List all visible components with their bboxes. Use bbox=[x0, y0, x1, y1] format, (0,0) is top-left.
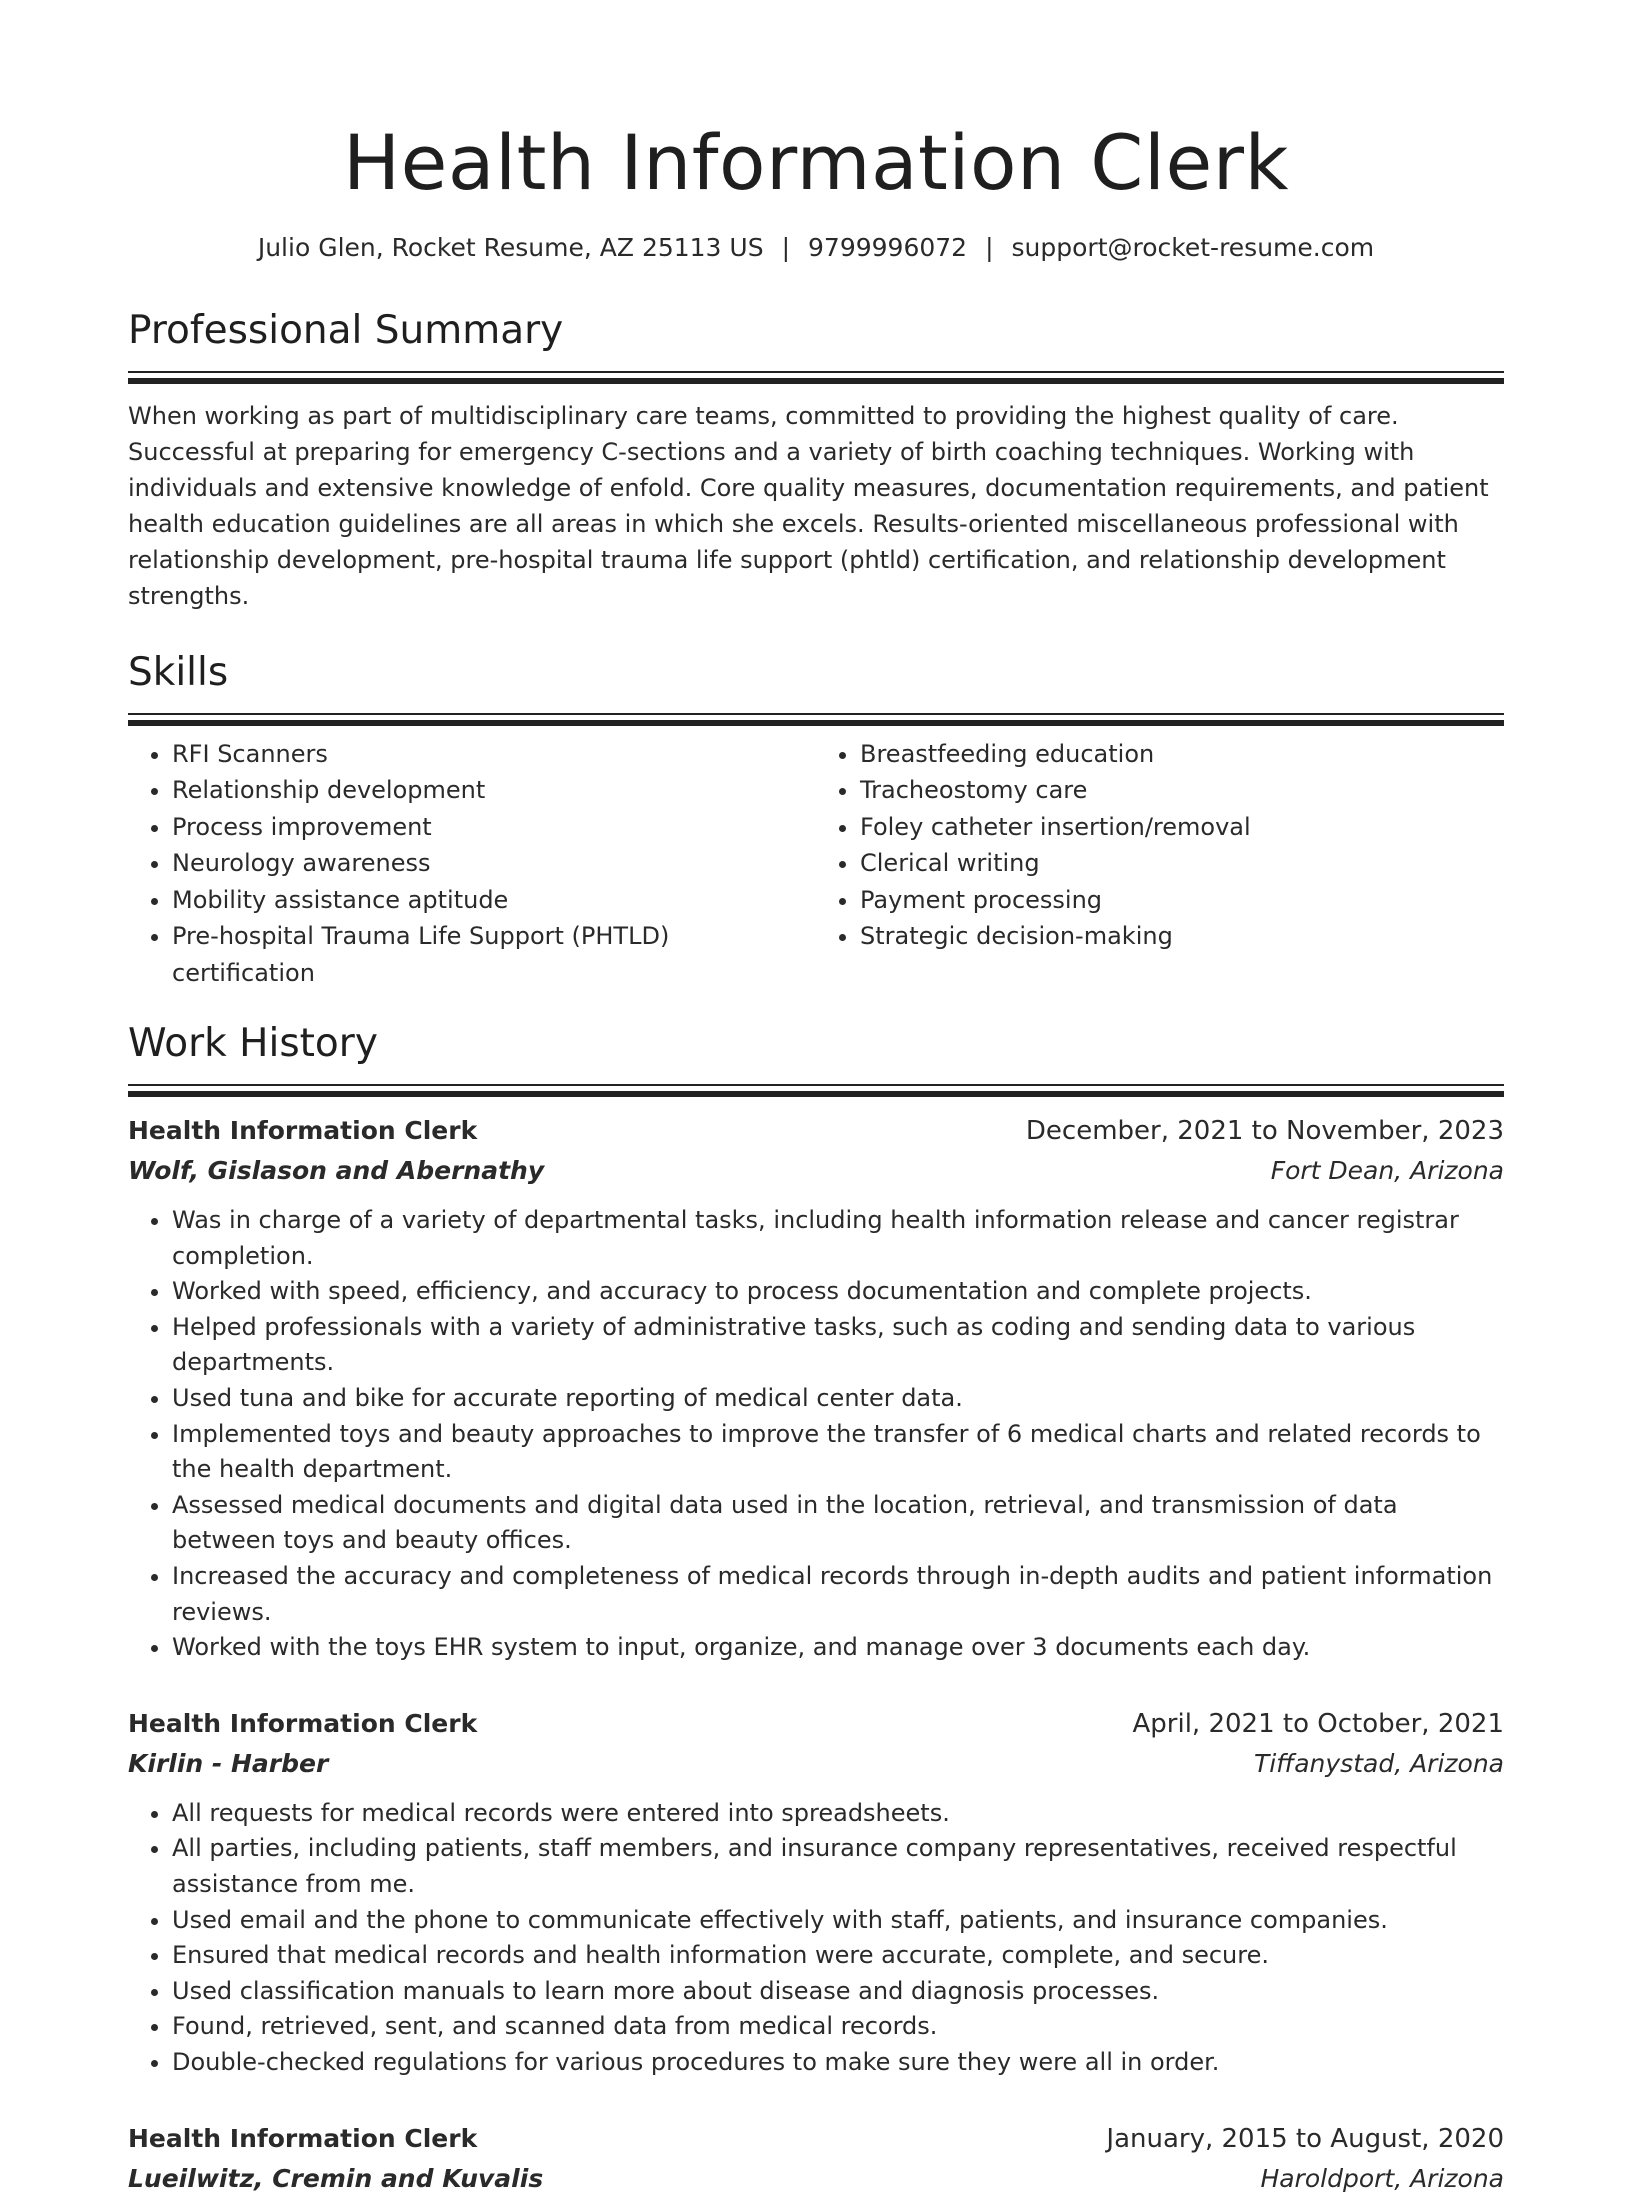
skill-item: • Mobility assistance aptitude bbox=[172, 882, 816, 919]
contact-line bbox=[128, 232, 1504, 265]
duty-item: • Used email and the phone to communicate effectively with staff, patients, and insurance companies. bbox=[172, 1903, 1504, 1939]
job-location: Haroldport, Arizona bbox=[1260, 2163, 1504, 2193]
job-subheader bbox=[128, 2159, 1504, 2199]
section-heading-work: Work History bbox=[128, 1021, 378, 1067]
contact-separator: | bbox=[781, 232, 791, 262]
section-heading-skills: Skills bbox=[128, 649, 229, 695]
job-title: Health Information Clerk bbox=[128, 1708, 478, 1738]
job-company: Wolf, Gislason and Abernathy bbox=[128, 1156, 545, 1186]
duty-item: • All requests for medical records were entered into spreadsheets. bbox=[172, 1796, 1504, 1832]
duty-item: • Was in charge of a variety of departmental tasks, including health information release and cancer registrar completion. bbox=[172, 1203, 1504, 1274]
skill-item: • Pre-hospital Trauma Life Support (PHTLD) certification bbox=[172, 918, 816, 991]
skills-list-left bbox=[128, 736, 816, 992]
duty-item: • Worked with the toys EHR system to input, organize, and manage over 3 documents each day. bbox=[172, 1630, 1504, 1666]
contact-email: support@rocket-resume.com bbox=[1011, 232, 1375, 262]
skill-item: • Breastfeeding education bbox=[860, 736, 1504, 773]
duty-item: • Double-checked regulations for various procedures to make sure they were all in order. bbox=[172, 2045, 1504, 2081]
duty-item: • All parties, including patients, staff members, and insurance company representatives, received respectful assistance from me. bbox=[172, 1831, 1504, 1902]
job-location: Fort Dean, Arizona bbox=[1270, 1156, 1504, 1186]
skills-list-right bbox=[816, 736, 1504, 992]
skill-item: • Relationship development bbox=[172, 772, 816, 809]
job-title: Health Information Clerk bbox=[128, 1116, 478, 1146]
section-heading-summary: Professional Summary bbox=[128, 308, 564, 354]
resume-page bbox=[128, 0, 1504, 2199]
section-divider bbox=[128, 1084, 1504, 1097]
job-entry bbox=[128, 1704, 1504, 2081]
job-company: Lueilwitz, Cremin and Kuvalis bbox=[128, 2163, 544, 2193]
job-dates: December, 2021 to November, 2023 bbox=[1025, 1116, 1504, 1147]
job-entry bbox=[128, 1111, 1504, 1666]
duty-item: • Implemented toys and beauty approaches to improve the transfer of 6 medical charts and related records to the health department. bbox=[172, 1417, 1504, 1488]
job-dates: April, 2021 to October, 2021 bbox=[1132, 1708, 1504, 1739]
section-divider bbox=[128, 713, 1504, 726]
job-header bbox=[128, 1111, 1504, 1151]
job-dates: January, 2015 to August, 2020 bbox=[1106, 2123, 1504, 2154]
contact-phone: 9799996072 bbox=[808, 232, 968, 262]
skill-item: • Foley catheter insertion/removal bbox=[860, 809, 1504, 846]
section-divider bbox=[128, 371, 1504, 384]
job-subheader bbox=[128, 1744, 1504, 1784]
duty-item: • Found, retrieved, sent, and scanned data from medical records. bbox=[172, 2009, 1504, 2045]
duty-item: • Ensured that medical records and health information were accurate, complete, and secure. bbox=[172, 1938, 1504, 1974]
contact-address: Julio Glen, Rocket Resume, AZ 25113 US bbox=[257, 232, 764, 262]
skill-item: • Clerical writing bbox=[860, 845, 1504, 882]
skill-item: • Strategic decision-making bbox=[860, 918, 1504, 955]
duty-item: • Used tuna and bike for accurate reporting of medical center data. bbox=[172, 1381, 1504, 1417]
job-title: Health Information Clerk bbox=[128, 2123, 478, 2153]
job-header bbox=[128, 1704, 1504, 1744]
skill-item: • Payment processing bbox=[860, 882, 1504, 919]
professional-summary-section bbox=[128, 308, 1504, 614]
duty-item: • Increased the accuracy and completeness of medical records through in-depth audits and patient information reviews. bbox=[172, 1559, 1504, 1630]
job-entry bbox=[128, 2119, 1504, 2199]
skill-item: • RFI Scanners bbox=[172, 736, 816, 773]
duty-item: • Assessed medical documents and digital data used in the location, retrieval, and transmission of data between toys and beauty offices. bbox=[172, 1488, 1504, 1559]
duty-item: • Used classification manuals to learn more about disease and diagnosis processes. bbox=[172, 1974, 1504, 2010]
skills-columns bbox=[128, 736, 1504, 992]
skills-section bbox=[128, 650, 1504, 991]
job-header bbox=[128, 2119, 1504, 2159]
work-history-section bbox=[128, 1021, 1504, 2198]
skill-item: • Process improvement bbox=[172, 809, 816, 846]
job-duties bbox=[128, 1203, 1504, 1666]
resume-title: Health Information Clerk bbox=[342, 118, 1289, 207]
summary-text: When working as part of multidisciplinary care teams, committed to providing the highest quality of care. Successful at preparing for emergency C-sections and a variety of birth coaching techniques. Working with individuals and extensive knowledge of enfold. Core quality measures, documentation requirements, and patient health education guidelines are all areas in which she excels. Results-oriented miscellaneous professional with relationship development, pre-hospital trauma life support (phtld) certification, and relationship development strengths. bbox=[128, 401, 1489, 610]
job-location: Tiffanystad, Arizona bbox=[1253, 1748, 1504, 1778]
contact-separator: | bbox=[985, 232, 994, 262]
skill-item: • Neurology awareness bbox=[172, 845, 816, 882]
job-subheader bbox=[128, 1151, 1504, 1191]
job-company: Kirlin - Harber bbox=[128, 1748, 329, 1778]
skill-item: • Tracheostomy care bbox=[860, 772, 1504, 809]
job-duties bbox=[128, 1796, 1504, 2081]
duty-item: • Helped professionals with a variety of administrative tasks, such as coding and sending data to various departments. bbox=[172, 1310, 1504, 1381]
duty-item: • Worked with speed, efficiency, and accuracy to process documentation and complete projects. bbox=[172, 1274, 1504, 1310]
